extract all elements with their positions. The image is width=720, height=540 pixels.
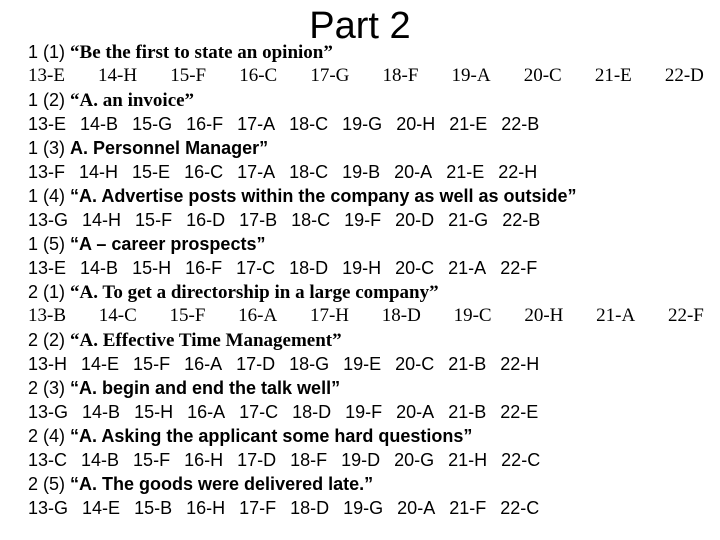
answer-row <box>28 64 704 88</box>
answer-row <box>28 304 704 328</box>
answer-item: 18-D <box>290 498 330 518</box>
answer-row <box>28 448 712 472</box>
answer-item: 16-A <box>184 354 223 374</box>
answer-item: 21-B <box>448 402 487 422</box>
answer-item: 17-G <box>310 65 350 86</box>
answer-item: 14-H <box>79 162 119 182</box>
answer-item: 17-F <box>239 498 277 518</box>
answer-item: 17-C <box>239 402 279 422</box>
answer-item: 15-E <box>132 162 171 182</box>
question-header <box>28 136 712 160</box>
answer-item: 17-A <box>237 162 276 182</box>
question-number: 1 (2) <box>28 90 66 110</box>
answer-item: 18-F <box>290 450 328 470</box>
question-text: “A. The goods were delivered late.” <box>70 474 374 494</box>
answer-item: 18-C <box>291 210 331 230</box>
answer-item: 22-H <box>498 162 538 182</box>
answer-item: 18-D <box>292 402 332 422</box>
answer-item: 21-F <box>449 498 487 518</box>
answer-row <box>28 208 712 232</box>
answer-item: 20-C <box>395 354 435 374</box>
answer-item: 14-H <box>98 65 138 86</box>
question-text: “A. an invoice” <box>70 90 195 111</box>
answer-item: 18-D <box>381 305 421 326</box>
question-number: 2 (5) <box>28 474 66 494</box>
answer-item: 15-F <box>133 450 171 470</box>
answer-item: 19-G <box>342 114 383 134</box>
answer-item: 19-F <box>345 402 383 422</box>
question-number: 1 (3) <box>28 138 66 158</box>
question-header <box>28 472 712 496</box>
answer-item: 18-C <box>289 114 329 134</box>
answer-item: 16-C <box>184 162 224 182</box>
answer-item: 21-G <box>448 210 489 230</box>
answer-item: 16-H <box>186 498 226 518</box>
answer-item: 20-H <box>524 305 564 326</box>
answer-item: 19-C <box>453 305 492 326</box>
question-header <box>28 424 712 448</box>
answer-item: 18-F <box>382 65 419 86</box>
answer-item: 21-E <box>449 114 488 134</box>
answer-item: 16-F <box>185 258 223 278</box>
answer-row <box>28 112 712 136</box>
answer-item: 21-E <box>446 162 485 182</box>
question-header <box>28 280 712 304</box>
answer-item: 14-B <box>80 258 119 278</box>
answer-item: 16-A <box>187 402 226 422</box>
answer-item: 16-H <box>184 450 224 470</box>
answer-item: 18-D <box>289 258 329 278</box>
answer-item: 19-E <box>343 354 382 374</box>
question-text: “A. To get a directorship in a large company” <box>70 282 439 303</box>
question-header <box>28 376 712 400</box>
answer-item: 19-F <box>344 210 382 230</box>
answer-item: 18-C <box>289 162 329 182</box>
answer-item: 13-G <box>28 210 69 230</box>
answer-row <box>28 496 712 520</box>
answer-item: 20-C <box>395 258 435 278</box>
answer-item: 21-E <box>594 65 632 86</box>
answer-item: 20-A <box>397 498 436 518</box>
answer-item: 14-B <box>81 450 120 470</box>
answer-item: 15-G <box>132 114 173 134</box>
answer-item: 16-C <box>239 65 278 86</box>
answer-item: 17-B <box>239 210 278 230</box>
answer-item: 14-C <box>98 305 137 326</box>
answer-item: 17-H <box>309 305 350 326</box>
question-number: 2 (2) <box>28 330 66 350</box>
question-header <box>28 184 712 208</box>
question-header <box>28 328 712 352</box>
answer-row <box>28 256 712 280</box>
answer-row <box>28 400 712 424</box>
answer-item: 22-E <box>500 402 539 422</box>
answer-item: 13-G <box>28 402 69 422</box>
question-text: “A – career prospects” <box>70 234 266 254</box>
answer-item: 20-C <box>523 65 562 86</box>
answer-item: 16-F <box>186 114 224 134</box>
question-text: “Be the first to state an opinion” <box>70 42 333 63</box>
answer-item: 20-A <box>394 162 433 182</box>
answer-item: 20-G <box>394 450 435 470</box>
answer-item: 14-H <box>82 210 122 230</box>
answer-item: 13-E <box>28 258 67 278</box>
answer-item: 19-H <box>342 258 382 278</box>
answer-item: 13-E <box>28 65 65 86</box>
answer-item: 17-C <box>236 258 276 278</box>
question-header <box>28 88 712 112</box>
answer-item: 14-B <box>82 402 121 422</box>
answer-item: 18-G <box>289 354 330 374</box>
answer-item: 13-E <box>28 114 67 134</box>
answer-item: 22-F <box>667 305 704 326</box>
question-number: 1 (1) <box>28 42 66 62</box>
answer-item: 14-B <box>80 114 119 134</box>
question-text: “A. Advertise posts within the company as well as outside” <box>70 186 577 206</box>
question-header <box>28 40 712 64</box>
answer-item: 16-D <box>186 210 226 230</box>
answer-item: 14-E <box>81 354 120 374</box>
question-text: “A. Effective Time Management” <box>70 330 342 351</box>
answer-item: 15-H <box>132 258 172 278</box>
answer-item: 15-B <box>134 498 173 518</box>
answer-item: 17-D <box>237 450 277 470</box>
answer-item: 13-F <box>28 162 66 182</box>
answer-item: 15-F <box>135 210 173 230</box>
answer-item: 21-A <box>596 305 636 326</box>
question-header <box>28 232 712 256</box>
answer-item: 22-H <box>500 354 540 374</box>
question-text: “A. Asking the applicant some hard questions” <box>70 426 473 446</box>
slide-title: Part 2 <box>309 5 411 47</box>
answer-item: 20-D <box>395 210 435 230</box>
answer-item: 15-H <box>134 402 174 422</box>
answer-row <box>28 352 712 376</box>
answer-row <box>28 160 712 184</box>
answer-item: 19-A <box>451 65 491 86</box>
answer-item: 20-A <box>396 402 435 422</box>
answer-item: 13-H <box>28 354 68 374</box>
answer-item: 19-B <box>342 162 381 182</box>
question-text: “A. begin and end the talk well” <box>70 378 341 398</box>
answer-item: 13-G <box>28 498 69 518</box>
answer-item: 15-F <box>170 65 207 86</box>
answer-item: 17-D <box>236 354 276 374</box>
answer-item: 16-A <box>238 305 278 326</box>
answer-item: 14-E <box>82 498 121 518</box>
question-text: A. Personnel Manager” <box>70 138 269 158</box>
answer-item: 17-A <box>237 114 276 134</box>
answer-item: 19-D <box>341 450 381 470</box>
question-number: 2 (4) <box>28 426 66 446</box>
answer-item: 15-F <box>133 354 171 374</box>
question-number: 1 (4) <box>28 186 66 206</box>
answer-item: 22-D <box>664 65 704 86</box>
answer-item: 19-G <box>343 498 384 518</box>
answer-item: 22-C <box>500 498 540 518</box>
answer-item: 13-C <box>28 450 68 470</box>
answer-item: 22-C <box>501 450 541 470</box>
question-number: 2 (3) <box>28 378 66 398</box>
question-number: 2 (1) <box>28 282 66 302</box>
question-number: 1 (5) <box>28 234 66 254</box>
answer-item: 13-B <box>28 305 66 326</box>
answer-item: 15-F <box>169 305 206 326</box>
answer-item: 21-H <box>448 450 488 470</box>
answer-item: 22-F <box>500 258 538 278</box>
answer-item: 20-H <box>396 114 436 134</box>
answer-item: 21-A <box>448 258 487 278</box>
answer-item: 22-B <box>502 210 541 230</box>
answer-item: 22-B <box>501 114 540 134</box>
answer-item: 21-B <box>448 354 487 374</box>
